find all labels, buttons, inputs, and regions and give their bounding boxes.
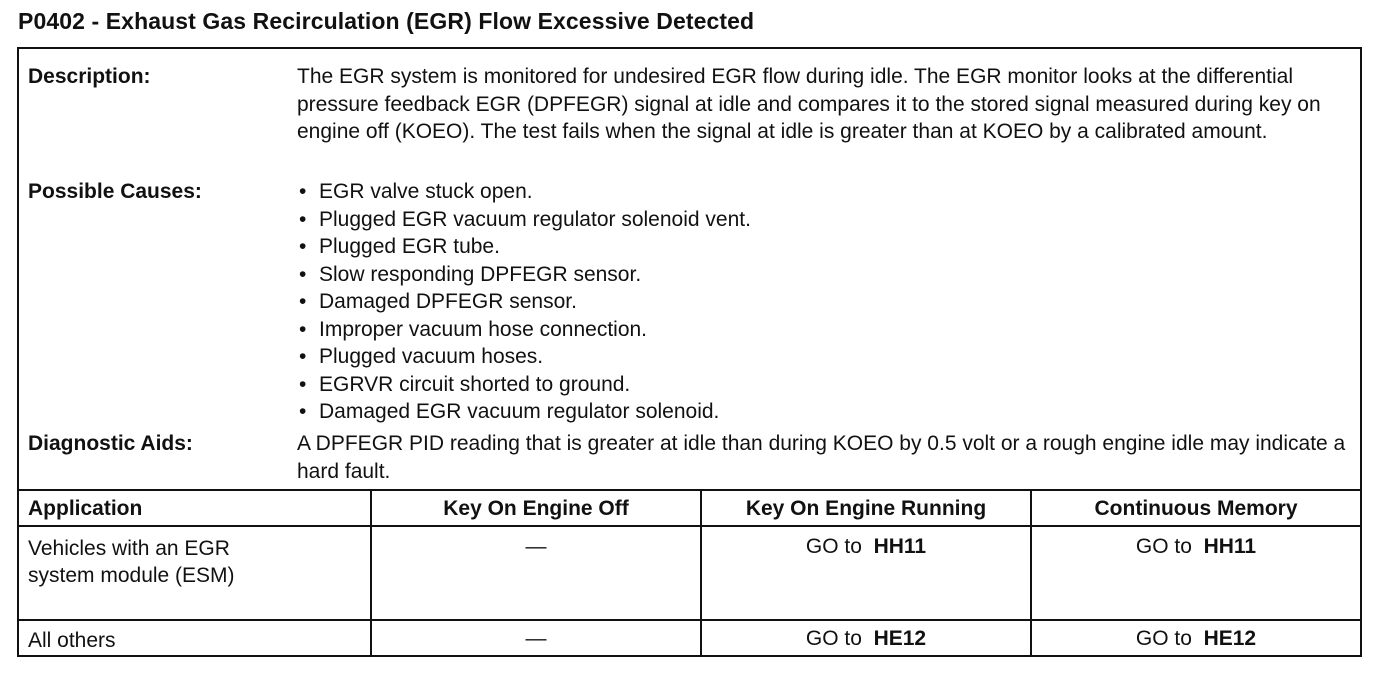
table-cell-continuous-memory [1032, 533, 1360, 560]
table-cell-koer [702, 533, 1030, 560]
cause-item: • Improper vacuum hose connection. [297, 316, 1357, 344]
diagnostic-aids-label: Diagnostic Aids: [28, 432, 193, 455]
go-to-text: GO to [805, 627, 862, 650]
cause-item: • EGRVR circuit shorted to ground. [297, 371, 1357, 399]
pinpoint-test-ref: HE12 [1203, 627, 1257, 650]
table-cell-application: All others [28, 629, 116, 652]
cause-item: • EGR valve stuck open. [297, 178, 1357, 206]
possible-causes-list [297, 178, 1357, 426]
dtc-info-box [17, 47, 1362, 657]
description-text: The EGR system is monitored for undesired EGR flow during idle. The EGR monitor looks at the differential pressure feedback EGR (DPFEGR) signal at idle and compares it to the stored signal measured during key on engine off (KOEO). The test fails when the signal at idle is greater than at KOEO by a calibrated amount. [297, 65, 1321, 143]
table-header-koeo: Key On Engine Off [443, 497, 629, 520]
table-cell-continuous-memory [1032, 625, 1360, 652]
dtc-info-section [19, 49, 1360, 489]
go-to-text: GO to [1135, 535, 1192, 558]
table-header-continuous-memory: Continuous Memory [1094, 497, 1298, 520]
diagnostic-aids-text: A DPFEGR PID reading that is greater at idle than during KOEO by 0.5 volt or a rough engine idle may indicate a hard fault. [297, 432, 1346, 483]
table-cell-koeo: — [525, 535, 547, 558]
pinpoint-test-ref: HE12 [873, 627, 927, 650]
table-cell-koeo: — [525, 627, 547, 650]
cause-item: • Slow responding DPFEGR sensor. [297, 261, 1357, 289]
pinpoint-test-ref: HH11 [873, 535, 927, 558]
application-table [19, 489, 1360, 657]
pinpoint-test-ref: HH11 [1203, 535, 1257, 558]
cause-item: • Plugged vacuum hoses. [297, 343, 1357, 371]
cause-item: • Plugged EGR tube. [297, 233, 1357, 261]
possible-causes-content [297, 178, 1357, 426]
cause-item: • Damaged EGR vacuum regulator solenoid. [297, 398, 1357, 426]
table-divider [19, 619, 1360, 621]
go-to-text: GO to [1135, 627, 1192, 650]
possible-causes-label: Possible Causes: [28, 180, 202, 203]
table-header-application: Application [28, 497, 143, 520]
table-cell-koer [702, 625, 1030, 652]
cause-item: • Plugged EGR vacuum regulator solenoid vent. [297, 206, 1357, 234]
cause-item: • Damaged DPFEGR sensor. [297, 288, 1357, 316]
page-title: P0402 - Exhaust Gas Recirculation (EGR) Flow Excessive Detected [18, 8, 755, 34]
table-header-koer: Key On Engine Running [745, 497, 987, 520]
description-label: Description: [28, 65, 151, 88]
go-to-text: GO to [805, 535, 862, 558]
table-cell-application: Vehicles with an EGR system module (ESM) [28, 537, 235, 587]
table-divider [19, 525, 1360, 527]
